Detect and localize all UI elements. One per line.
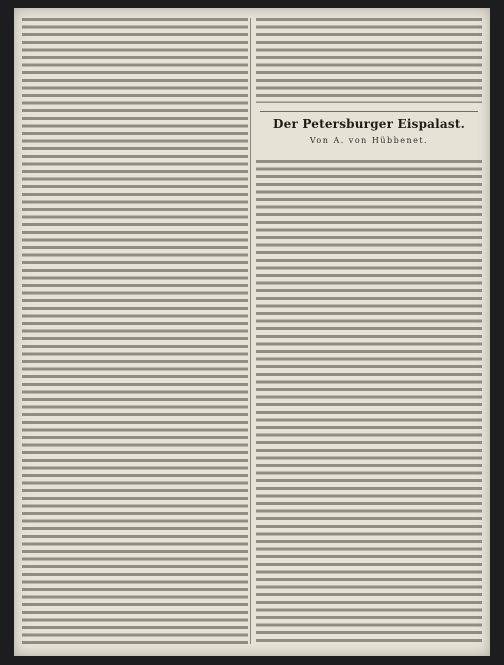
left-column <box>22 18 248 644</box>
body-text-block <box>22 18 248 644</box>
newspaper-page <box>14 8 490 656</box>
right-column <box>256 18 482 644</box>
section-byline: Von A. von Hübbenet. <box>309 136 429 145</box>
body-text-block <box>256 160 482 644</box>
section-rule <box>260 111 478 112</box>
body-text-block <box>256 18 482 103</box>
column-divider <box>250 18 251 644</box>
section-heading: Der Petersburger Eispalast. <box>273 117 465 131</box>
